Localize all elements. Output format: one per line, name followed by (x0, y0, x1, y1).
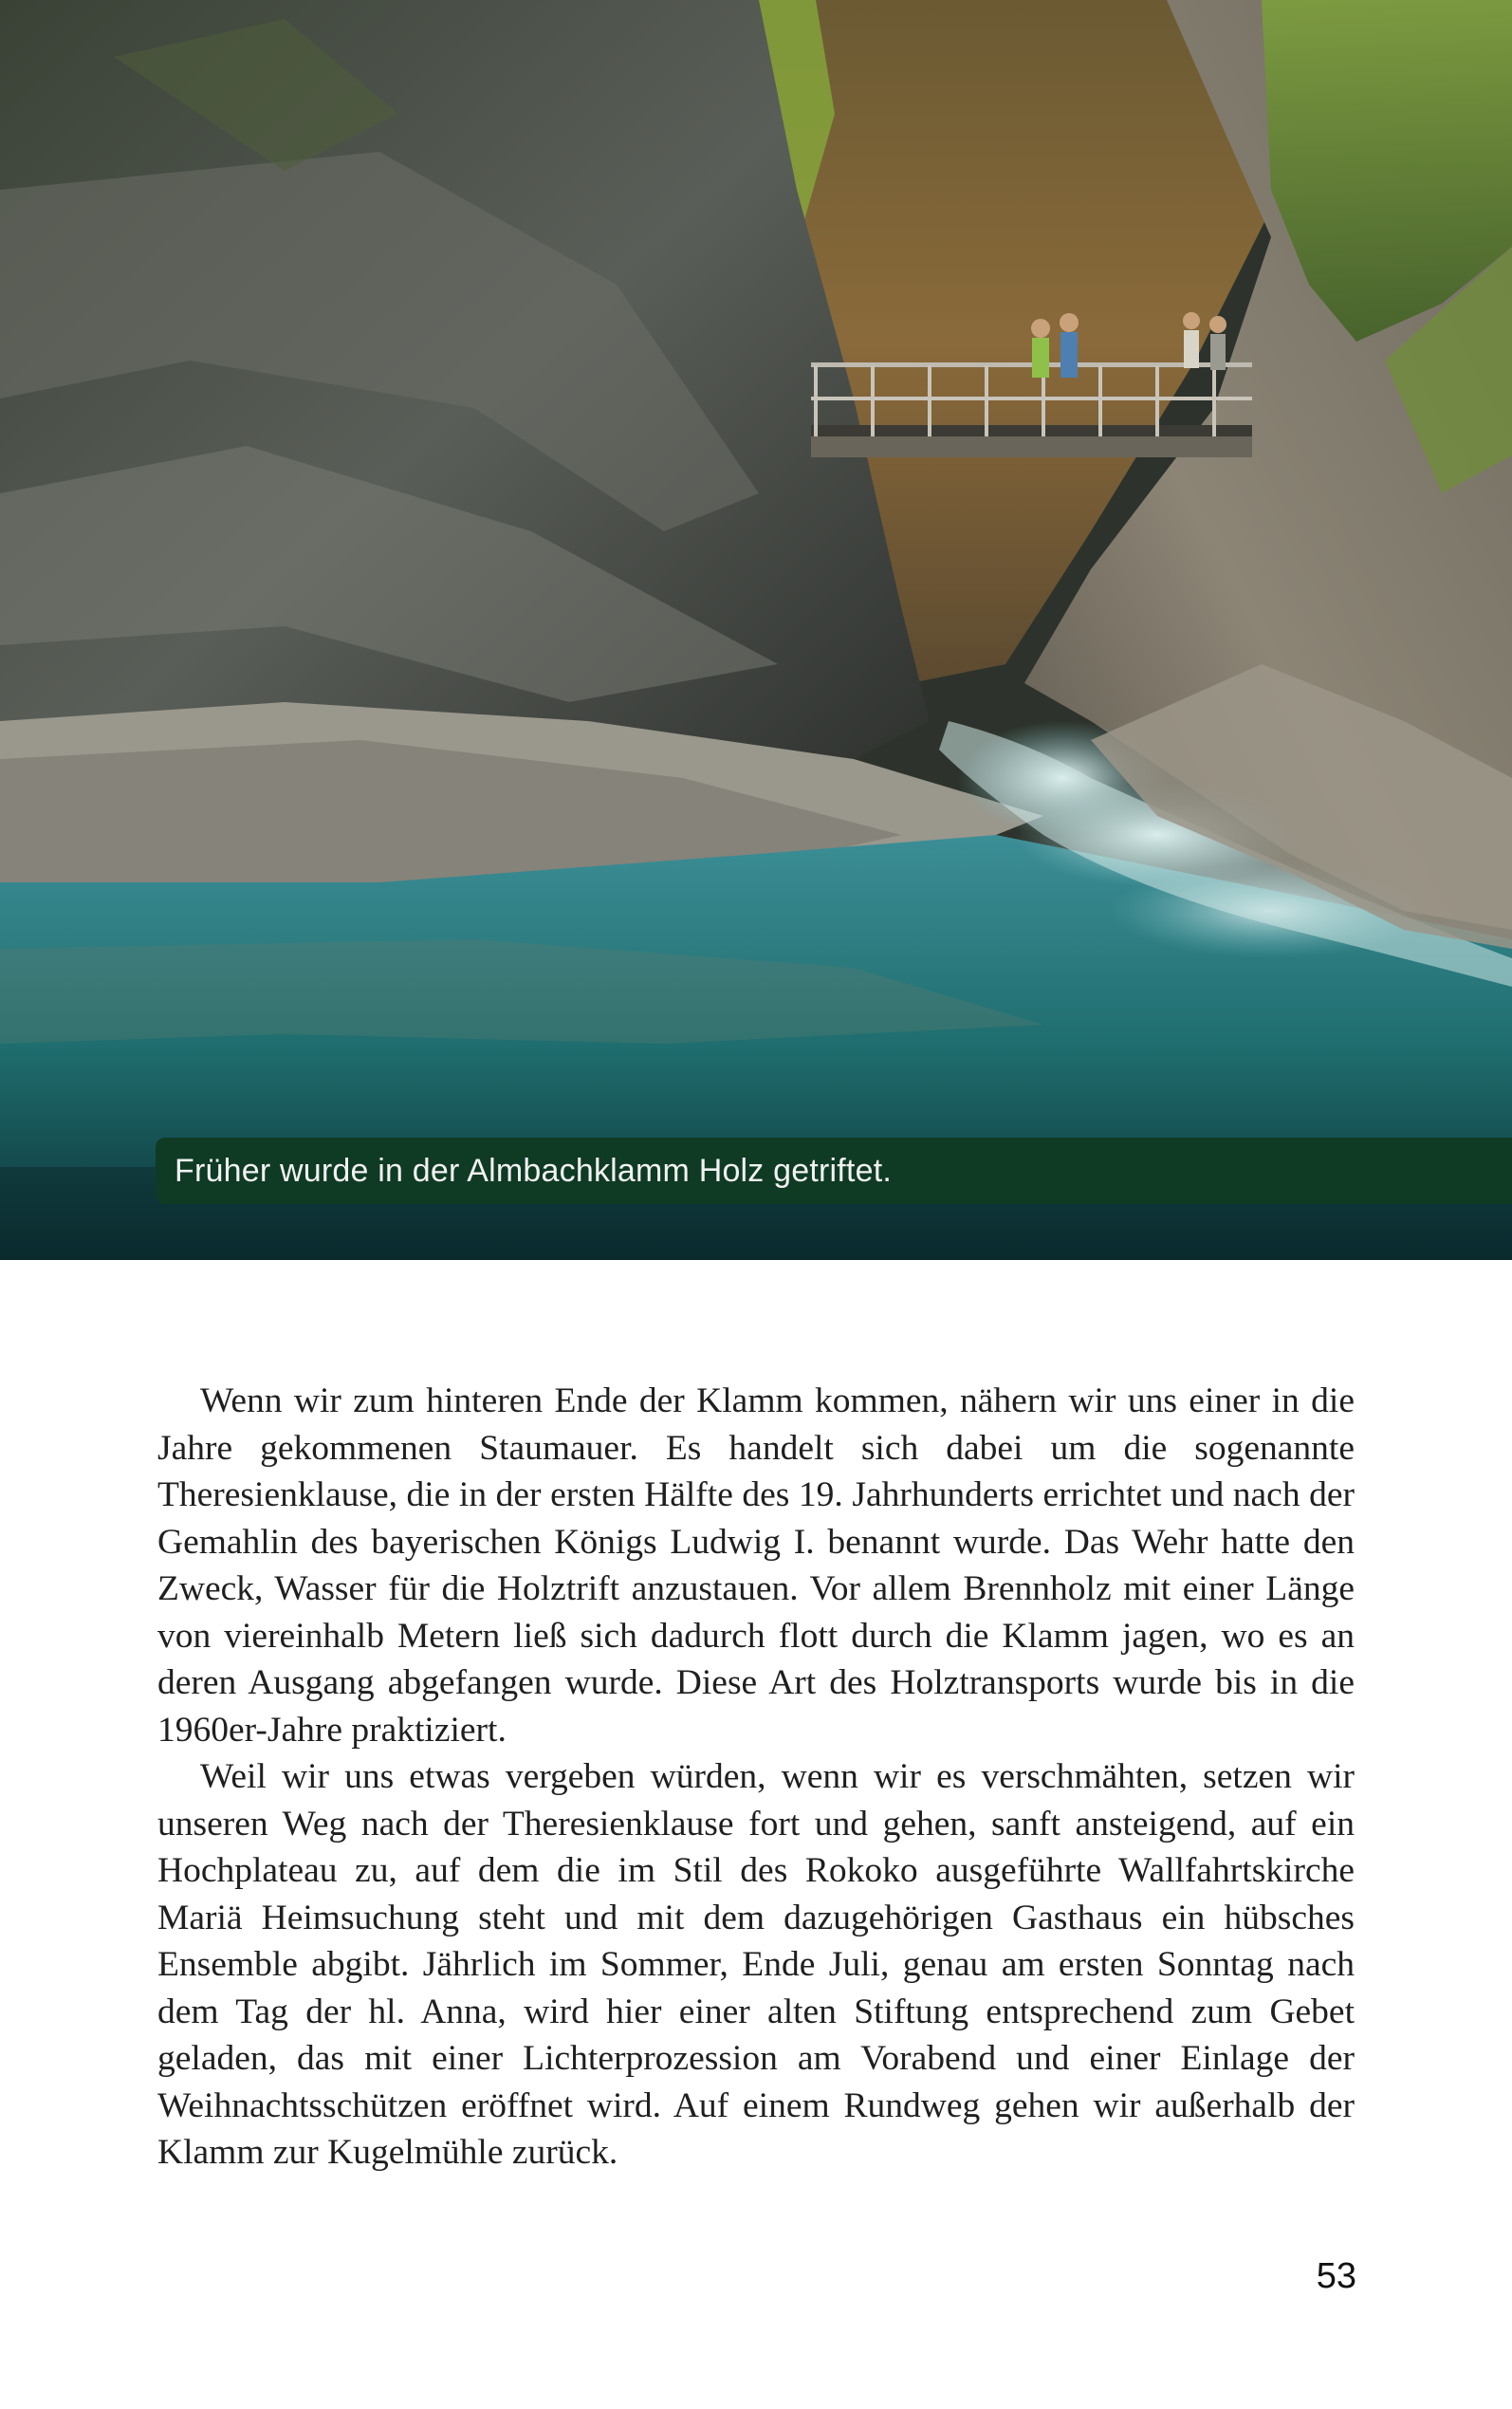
photo-caption: Früher wurde in der Almbachklamm Holz getriftet. (156, 1138, 1512, 1204)
article-body (157, 1378, 1355, 2177)
page-number: 53 (1316, 2256, 1356, 2296)
article-paragraph: Wenn wir zum hinteren Ende der Klamm kommen, nähern wir uns einer in die Jahre gekommenen Staumauer. Es handelt sich dabei um die sogenannte Theresienklause, die in der ersten Hälfte des 19. Jahrhunderts errichtet und nach der Gemahlin des bayerischen Königs Ludwig I. benannt wurde. Das Wehr hatte den Zweck, Wasser für die Holztrift anzustauen. Vor allem Brennholz mit einer Länge von viereinhalb Metern ließ sich dadurch flott durch die Klamm jagen, wo es an deren Ausgang abgefangen wurde. Diese Art des Holztransports wurde bis in die 1960er-Jahre praktiziert. (157, 1381, 1355, 1750)
article-paragraph: Weil wir uns etwas vergeben würden, wenn wir es verschmähten, setzen wir unseren Weg nach der Theresienklause fort und gehen, sanft ansteigend, auf ein Hochplateau zu, auf dem die im Stil des Rokoko ausgeführte Wallfahrtskirche Mariä Heimsuchung steht und mit dem dazugehörigen Gasthaus ein hübsches Ensemble abgibt. Jährlich im Sommer, Ende Juli, genau am ersten Sonntag nach dem Tag der hl. Anna, wird hier einer alten Stiftung entsprechend zum Gebet geladen, das mit einer Lichterprozession am Vorabend und einer Einlage der Weihnachtsschützen eröffnet wird. Auf einem Rundweg gehen wir außerhalb der Klamm zur Kugelmühle zurück. (157, 1757, 1355, 2172)
